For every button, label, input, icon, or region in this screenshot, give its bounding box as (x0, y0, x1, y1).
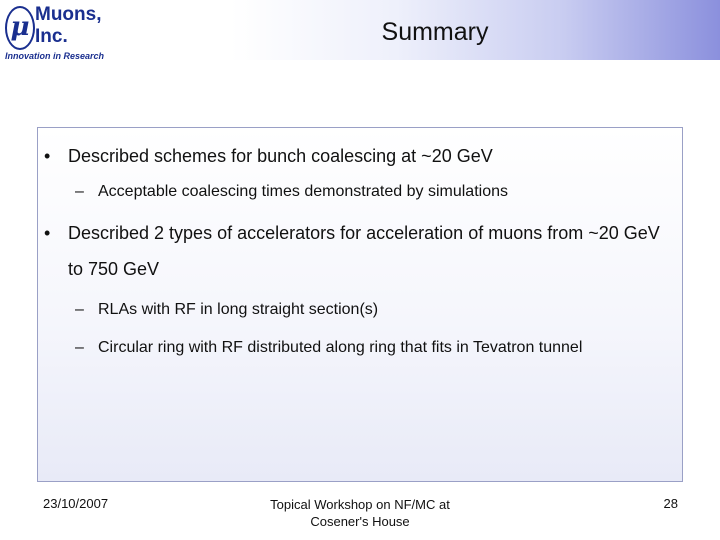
logo-tagline: Innovation in Research (5, 51, 105, 61)
sub-bullet-marker: – (75, 183, 84, 200)
sub-bullet-text: Acceptable coalescing times demonstrated by simulations (98, 183, 508, 200)
footer-event: Topical Workshop on NF/MC at Cosener's House (270, 497, 450, 529)
sub-bullet-marker: – (75, 339, 84, 356)
logo-company-name: Muons, Inc. (35, 4, 102, 47)
content-box (37, 127, 683, 482)
sub-bullet-item (75, 338, 668, 358)
bullet-text: Described schemes for bunch coalescing at ~20 GeV (68, 146, 493, 166)
footer-date: 23/10/2007 (43, 496, 109, 511)
sub-bullet-text: RLAs with RF in long straight section(s) (98, 301, 379, 318)
sub-bullet-text: Circular ring with RF distributed along ring that fits in Tevatron tunnel (98, 339, 583, 356)
bullet-marker: • (44, 146, 51, 166)
sub-bullet-marker: – (75, 301, 84, 318)
sub-bullet-item (75, 182, 668, 202)
slide-title: Summary (381, 18, 489, 46)
page-number: 28 (663, 496, 678, 511)
mu-logo-icon: μ (5, 6, 35, 50)
sub-bullet-item (75, 300, 668, 320)
bullet-item (44, 215, 668, 287)
muons-inc-logo (4, 2, 134, 60)
bullet-item (44, 138, 668, 174)
bullet-text: Described 2 types of accelerators for acceleration of muons from ~20 GeV to 750 GeV (68, 223, 660, 279)
bullet-marker: • (44, 223, 51, 243)
